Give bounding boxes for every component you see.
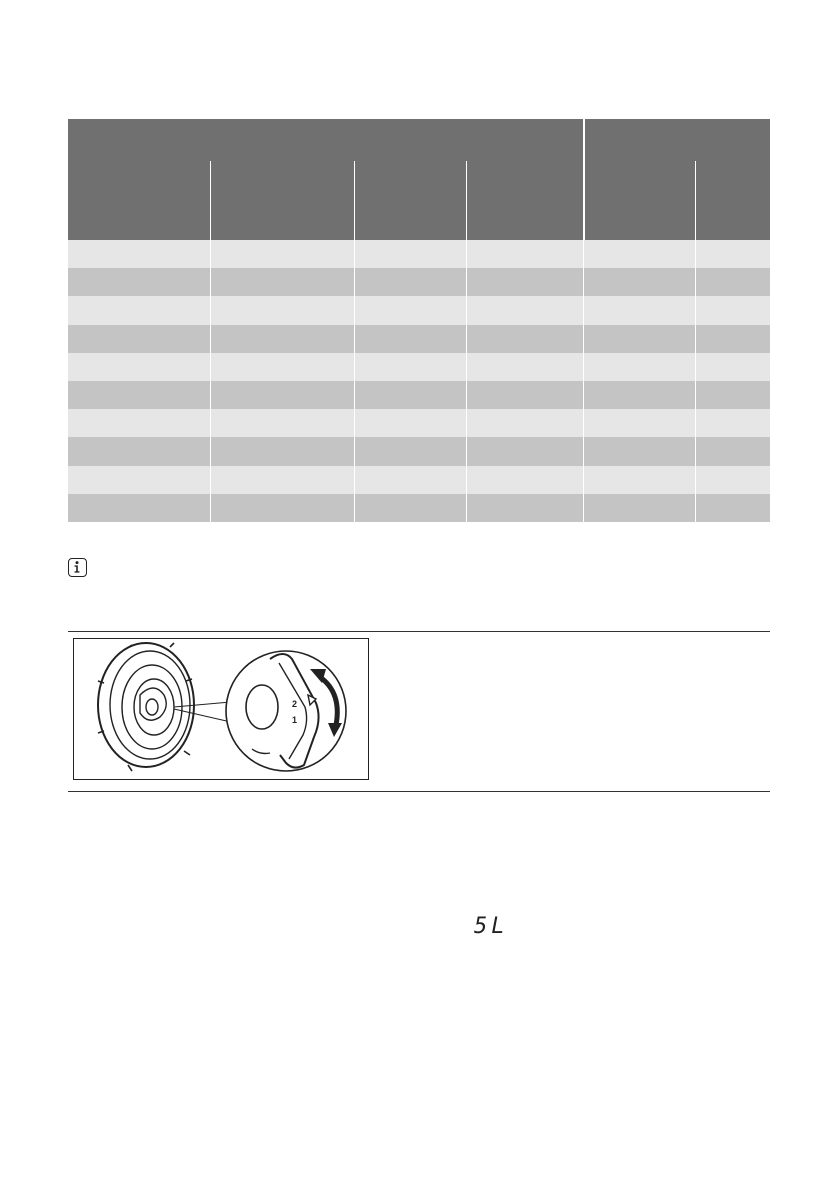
table-cell: [68, 325, 211, 353]
table-cell: [467, 353, 584, 381]
table-header: [68, 119, 770, 240]
water-softener-dial-illustration: [73, 638, 369, 780]
table-cell: [211, 437, 355, 465]
table-row: [68, 353, 770, 381]
table-cell: [696, 353, 770, 381]
table-cell: [211, 353, 355, 381]
dial-label: 2: [292, 699, 298, 709]
table-cell: [696, 409, 770, 437]
table-row: [68, 296, 770, 324]
table-cell: [584, 353, 696, 381]
table-cell: [355, 296, 467, 324]
table-cell: [467, 494, 584, 522]
table-cell: [355, 437, 467, 465]
table-cell: [68, 381, 211, 409]
table-cell: [696, 494, 770, 522]
table-cell: [211, 296, 355, 324]
table-cell: [355, 466, 467, 494]
table-cell: [355, 240, 467, 268]
display-code: 5L: [474, 914, 509, 939]
table-cell: [211, 466, 355, 494]
table-cell: [211, 325, 355, 353]
table-cell: [68, 240, 211, 268]
table-row: [68, 409, 770, 437]
header-divider: [583, 119, 585, 240]
table-row: [68, 268, 770, 296]
table-cell: [696, 466, 770, 494]
table-cell: [355, 268, 467, 296]
table-cell: [584, 296, 696, 324]
table-cell: [211, 268, 355, 296]
table-row: [68, 240, 770, 268]
table-cell: [355, 381, 467, 409]
table-row: [68, 466, 770, 494]
table-body: [68, 240, 770, 522]
header-subdivider: [210, 161, 211, 240]
figure-bottom-rule: [68, 791, 770, 792]
table-cell: [68, 437, 211, 465]
table-cell: [696, 437, 770, 465]
info-icon: [68, 558, 87, 577]
table-cell: [696, 268, 770, 296]
table-row: [68, 494, 770, 522]
table-cell: [584, 409, 696, 437]
header-subdivider: [466, 161, 467, 240]
table-cell: [355, 325, 467, 353]
table-row: [68, 381, 770, 409]
table-cell: [696, 381, 770, 409]
header-subdivider: [354, 161, 355, 240]
table-cell: [467, 325, 584, 353]
table-cell: [584, 494, 696, 522]
table-cell: [355, 494, 467, 522]
table-cell: [467, 409, 584, 437]
table-row: [68, 437, 770, 465]
table-cell: [211, 240, 355, 268]
table-cell: [355, 409, 467, 437]
table-cell: [68, 494, 211, 522]
table-cell: [211, 409, 355, 437]
table-cell: [584, 325, 696, 353]
table-cell: [584, 381, 696, 409]
table-cell: [467, 268, 584, 296]
table-cell: [68, 268, 211, 296]
table-cell: [584, 466, 696, 494]
water-hardness-table: [68, 119, 770, 516]
table-cell: [467, 296, 584, 324]
table-cell: [467, 437, 584, 465]
table-cell: [355, 353, 467, 381]
table-cell: [211, 381, 355, 409]
table-cell: [584, 240, 696, 268]
table-cell: [584, 437, 696, 465]
table-cell: [696, 296, 770, 324]
header-subdivider: [695, 161, 696, 240]
table-cell: [68, 296, 211, 324]
table-cell: [68, 353, 211, 381]
table-cell: [584, 268, 696, 296]
table-cell: [211, 494, 355, 522]
table-cell: [696, 240, 770, 268]
table-cell: [68, 409, 211, 437]
dial-label: 1: [292, 715, 298, 725]
figure-top-rule: [68, 631, 770, 632]
table-cell: [467, 466, 584, 494]
table-cell: [68, 466, 211, 494]
magnified-detail: [226, 651, 346, 771]
table-cell: [467, 381, 584, 409]
table-cell: [467, 240, 584, 268]
table-row: [68, 325, 770, 353]
table-cell: [696, 325, 770, 353]
